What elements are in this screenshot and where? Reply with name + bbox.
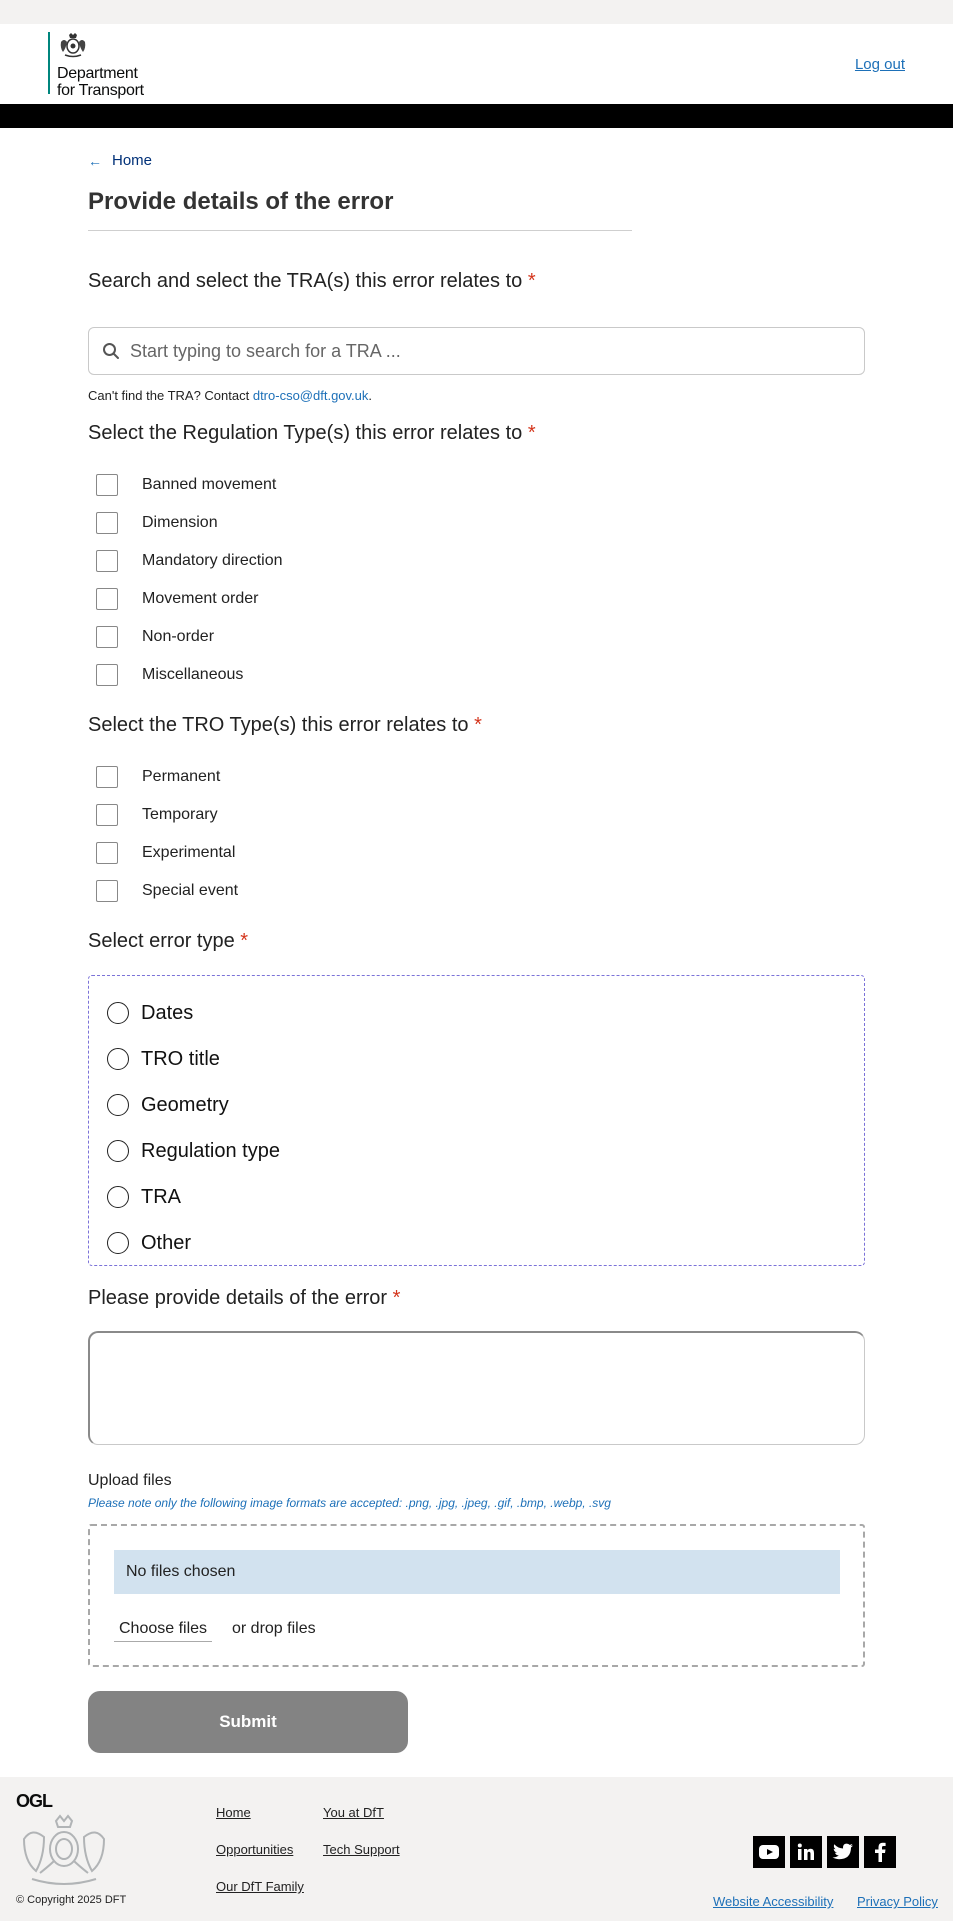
file-drop-zone[interactable] — [88, 1524, 865, 1667]
checkbox-label: Non-order — [142, 628, 215, 645]
linkedin-icon[interactable] — [790, 1836, 822, 1868]
privacy-policy-link[interactable]: Privacy Policy — [857, 1894, 938, 1909]
radio-label: Other — [141, 1231, 192, 1254]
checkbox-label: Dimension — [142, 514, 218, 531]
footer-link-tech-support[interactable]: Tech Support — [323, 1842, 400, 1857]
regulation-question-label — [88, 422, 536, 445]
checkbox[interactable] — [96, 550, 118, 572]
back-home-label: Home — [112, 152, 153, 169]
footer-link-our-dft-family[interactable]: Our DfT Family — [216, 1879, 304, 1894]
required-marker: * — [474, 714, 482, 736]
radio-label: TRO title — [141, 1047, 220, 1070]
required-marker: * — [527, 270, 536, 292]
error-type-question-text: Select error type — [88, 930, 235, 952]
page-title: Provide details of the error — [88, 188, 632, 231]
regulation-option-banned-movement[interactable] — [96, 466, 283, 504]
logout-link[interactable]: Log out — [854, 56, 905, 73]
required-marker: * — [392, 1287, 401, 1309]
website-accessibility-link[interactable]: Website Accessibility — [713, 1894, 834, 1909]
details-question-label — [88, 1287, 400, 1310]
regulation-option-miscellaneous[interactable] — [96, 656, 283, 694]
tro-option-temporary[interactable] — [96, 796, 238, 834]
youtube-icon[interactable] — [753, 1836, 785, 1868]
upload-format-note: Please note only the following image formats are accepted: .png, .jpg, .jpeg, .gif, .bmp, .webp, .svg — [88, 1496, 611, 1510]
error-type-option-other[interactable] — [89, 1220, 864, 1266]
site-header — [0, 24, 953, 104]
twitter-icon[interactable] — [827, 1836, 859, 1868]
radio-button[interactable] — [107, 1232, 129, 1254]
error-type-option-dates[interactable] — [89, 990, 864, 1036]
checkbox-label: Mandatory direction — [142, 552, 283, 569]
logo-text-line1: Department — [57, 65, 138, 82]
tra-search-box[interactable] — [88, 327, 865, 375]
checkbox[interactable] — [96, 664, 118, 686]
checkbox-label: Temporary — [142, 806, 218, 823]
copyright-text: © Copyright 2025 DFT — [16, 1894, 127, 1906]
checkbox[interactable] — [96, 512, 118, 534]
top-strip — [0, 0, 953, 24]
radio-label: Geometry — [141, 1093, 229, 1116]
facebook-icon[interactable] — [864, 1836, 896, 1868]
tra-help-prefix: Can't find the TRA? Contact — [88, 388, 253, 403]
dft-logo[interactable] — [48, 32, 144, 99]
regulation-checkbox-list — [96, 466, 283, 694]
upload-files-label: Upload files — [88, 1472, 172, 1489]
checkbox[interactable] — [96, 474, 118, 496]
header-black-bar — [0, 104, 953, 128]
tra-help-suffix: . — [368, 388, 373, 403]
footer-link-you-at-dft[interactable]: You at DfT — [323, 1805, 384, 1820]
tro-question-label — [88, 714, 482, 737]
regulation-option-dimension[interactable] — [96, 504, 283, 542]
tro-option-permanent[interactable] — [96, 758, 238, 796]
tra-help-text — [88, 388, 372, 403]
support-email-link[interactable]: dtro-cso@dft.gov.uk — [252, 388, 369, 403]
error-type-question-label — [88, 930, 248, 953]
checkbox-label: Movement order — [142, 590, 259, 607]
checkbox-label: Banned movement — [142, 476, 277, 493]
radio-button[interactable] — [107, 1140, 129, 1162]
regulation-option-non-order[interactable] — [96, 618, 283, 656]
radio-label: Regulation type — [141, 1139, 280, 1162]
checkbox[interactable] — [96, 880, 118, 902]
required-marker: * — [527, 422, 536, 444]
tro-option-experimental[interactable] — [96, 834, 238, 872]
checkbox-label: Experimental — [142, 844, 236, 861]
checkbox[interactable] — [96, 626, 118, 648]
error-type-option-geometry[interactable] — [89, 1082, 864, 1128]
royal-coat-of-arms-icon — [14, 1813, 114, 1887]
back-home-link[interactable] — [88, 152, 152, 169]
radio-button[interactable] — [107, 1094, 129, 1116]
regulation-option-movement-order[interactable] — [96, 580, 283, 618]
footer-link-home[interactable]: Home — [216, 1805, 251, 1820]
search-icon — [102, 342, 120, 360]
error-type-option-tro-title[interactable] — [89, 1036, 864, 1082]
radio-button[interactable] — [107, 1048, 129, 1070]
required-marker: * — [240, 930, 249, 952]
error-type-radio-group — [88, 975, 865, 1266]
radio-button[interactable] — [107, 1002, 129, 1024]
checkbox-label: Special event — [142, 882, 239, 899]
submit-button[interactable]: Submit — [88, 1691, 408, 1753]
choose-files-button[interactable]: Choose files — [114, 1616, 212, 1642]
checkbox[interactable] — [96, 766, 118, 788]
checkbox-label: Permanent — [142, 768, 221, 785]
regulation-question-text: Select the Regulation Type(s) this error relates to — [88, 422, 523, 444]
tra-question-text: Search and select the TRA(s) this error relates to — [88, 270, 523, 292]
tra-question-label — [88, 270, 536, 293]
drop-files-text: or drop files — [232, 1620, 316, 1637]
tro-option-special-event[interactable] — [96, 872, 238, 910]
royal-crest-icon — [57, 32, 89, 58]
checkbox[interactable] — [96, 842, 118, 864]
logo-text-line2: for Transport — [57, 82, 144, 99]
no-files-status: No files chosen — [114, 1550, 840, 1594]
tra-search-input[interactable] — [130, 341, 830, 362]
radio-label: Dates — [141, 1001, 194, 1024]
back-arrow-icon: ← — [88, 152, 102, 169]
ogl-logo[interactable]: OGL — [16, 1791, 52, 1811]
details-question-text: Please provide details of the error — [88, 1287, 388, 1309]
footer-link-opportunities[interactable]: Opportunities — [216, 1842, 294, 1857]
error-type-option-regulation-type[interactable] — [89, 1128, 864, 1174]
checkbox[interactable] — [96, 588, 118, 610]
checkbox[interactable] — [96, 804, 118, 826]
tro-question-text: Select the TRO Type(s) this error relates to — [88, 714, 469, 736]
radio-button[interactable] — [107, 1186, 129, 1208]
tro-checkbox-list — [96, 758, 238, 910]
regulation-option-mandatory-direction[interactable] — [96, 542, 283, 580]
error-details-textarea[interactable] — [88, 1331, 865, 1445]
error-type-option-tra[interactable] — [89, 1174, 864, 1220]
checkbox-label: Miscellaneous — [142, 666, 244, 683]
radio-label: TRA — [141, 1185, 181, 1208]
